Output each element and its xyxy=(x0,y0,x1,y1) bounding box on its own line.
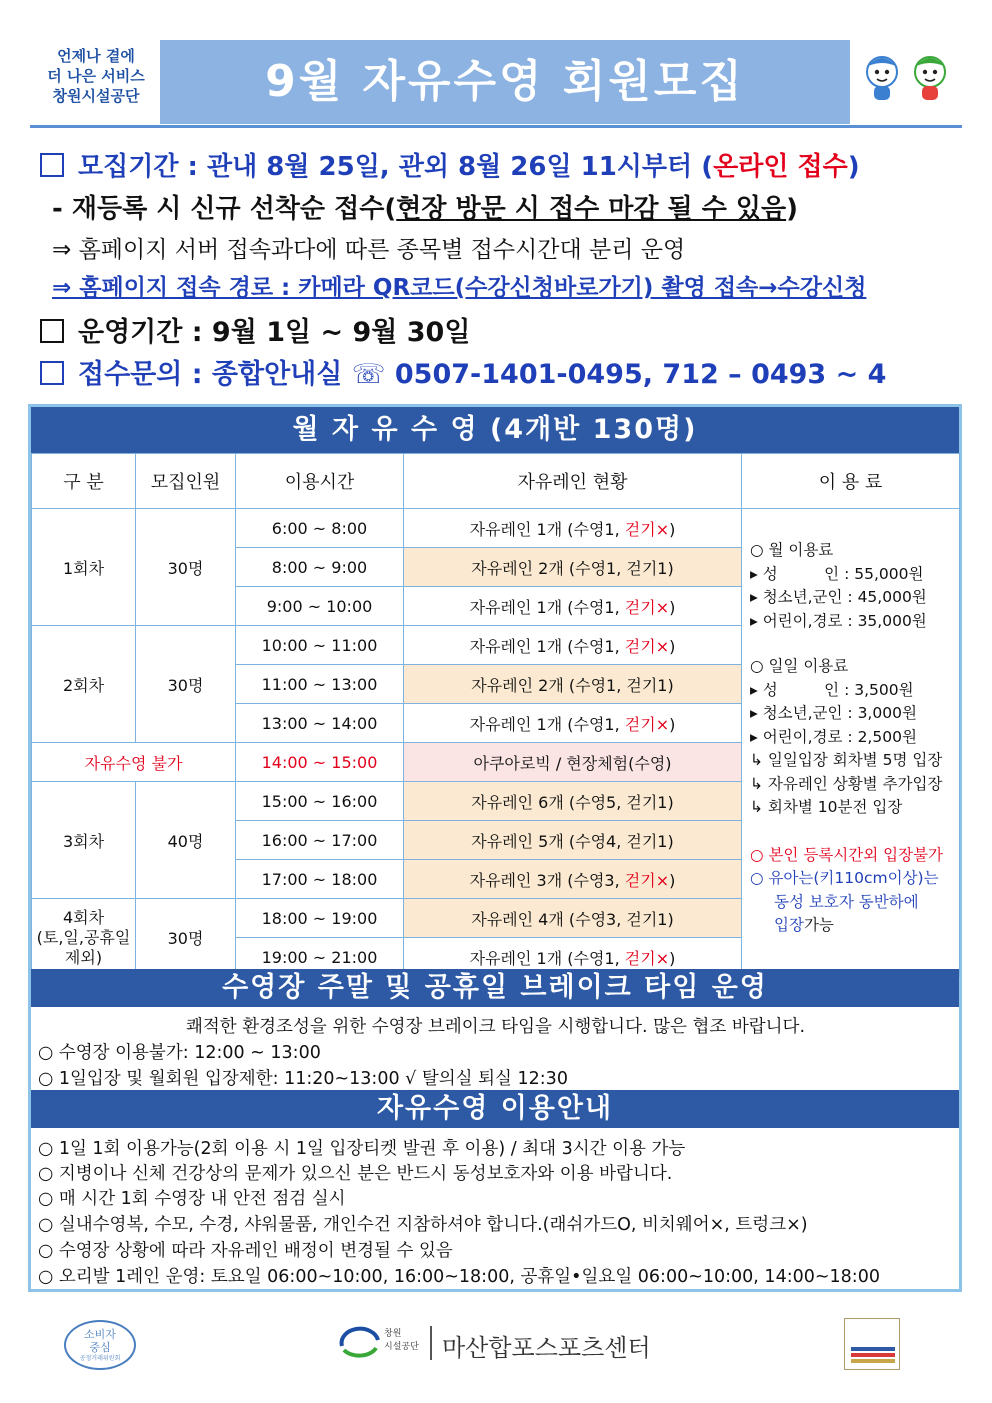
group-count: 30명 xyxy=(136,899,236,977)
table-row xyxy=(32,509,960,548)
header-divider xyxy=(30,125,962,128)
guide-item: ○ 지병이나 신체 건강상의 문제가 있으신 분은 반드시 동성보호자와 이용 바랍니다. xyxy=(38,1164,673,1184)
group-count: 30명 xyxy=(136,509,236,626)
certification-icon xyxy=(844,1318,902,1372)
table-header-row xyxy=(32,454,960,509)
lane-cell: 자유레인 5개 (수영4, 걷기1) xyxy=(404,821,742,860)
recruit-period-end: ) xyxy=(847,152,860,182)
checkbox-icon xyxy=(40,153,64,177)
fee-daily-title: ○ 일일 이용료 xyxy=(750,657,849,675)
time-cell: 13:00 ~ 14:00 xyxy=(236,704,404,743)
badge-small: 공정거래위원회 xyxy=(79,1355,121,1362)
fee-item: ▸ 성 인 : 3,500원 xyxy=(750,680,914,699)
org-small-2: 시설공단 xyxy=(384,1342,419,1352)
lane-cell: 자유레인 2개 (수영1, 걷기1) xyxy=(404,665,742,704)
org-logo-icon xyxy=(338,1326,382,1360)
guide-item: ○ 실내수영복, 수모, 수경, 샤워물품, 개인수건 지참하셔야 합니다.(래쉬가드O, 비치웨어×, 트렁크×) xyxy=(38,1215,808,1235)
time-cell: 16:00 ~ 17:00 xyxy=(236,821,404,860)
online-notice: 온라인 접수 xyxy=(713,152,848,182)
operation-period-text: 운영기간 : 9월 1일 ~ 9월 30일 xyxy=(78,317,471,348)
time-cell: 6:00 ~ 8:00 xyxy=(236,509,404,548)
lane-cell: 자유레인 2개 (수영1, 걷기1) xyxy=(404,548,742,587)
time-cell: 11:00 ~ 13:00 xyxy=(236,665,404,704)
checkbox-icon xyxy=(40,361,64,385)
group-name: 2회차 xyxy=(32,626,136,743)
inquiry-text: 접수문의 : 종합안내실 ☏ 0507-1401-0495, 712 – 0493 ~ 4 xyxy=(78,359,887,390)
time-cell: 19:00 ~ 21:00 xyxy=(236,938,404,977)
time-cell: 17:00 ~ 18:00 xyxy=(236,860,404,899)
time-cell: 8:00 ~ 9:00 xyxy=(236,548,404,587)
lane-cell: 자유레인 1개 (수영1, 걷기×) xyxy=(404,509,742,548)
guide-item: ○ 매 시간 1회 수영장 내 안전 점검 실시 xyxy=(38,1189,346,1209)
badge-top: 소비자 xyxy=(84,1328,116,1341)
lane-cell: 아쿠아로빅 / 현장체험(수영) xyxy=(404,743,742,782)
fee-note-child: ○ 유아는(키110cm이상)는 xyxy=(750,869,939,887)
operation-period xyxy=(40,310,960,349)
guide-item: ○ 1일 1회 이용가능(2회 이용 시 1일 입장티켓 발권 후 이용) / 최대 3시간 이용 가능 xyxy=(38,1139,686,1159)
break-title: 수영장 주말 및 공휴일 브레이크 타임 운영 xyxy=(31,969,959,1007)
time-cell: 9:00 ~ 10:00 xyxy=(236,587,404,626)
recruit-period xyxy=(40,146,960,183)
fee-item: ▸ 청소년,군인 : 3,000원 xyxy=(750,704,917,722)
guide-item: ○ 오리발 1레인 운영: 토요일 06:00~10:00, 16:00~18:00, 공휴일•일요일 06:00~10:00, 14:00~18:00 xyxy=(38,1267,880,1287)
time-cell: 15:00 ~ 16:00 xyxy=(236,782,404,821)
consumer-badge-icon xyxy=(64,1320,138,1370)
group-name: 1회차 xyxy=(32,509,136,626)
fee-cell xyxy=(742,509,960,977)
lane-cell: 자유레인 1개 (수영1, 걷기×) xyxy=(404,704,742,743)
fee-item: ▸ 어린이,경로 : 2,500원 xyxy=(750,727,917,746)
recruit-period-text: 모집기간 : 관내 8월 25일, 관외 8월 26일 11시부터 ( xyxy=(78,152,714,182)
fee-item: ▸ 어린이,경로 : 35,000원 xyxy=(750,611,927,630)
slogan-line-1: 언제나 곁에 xyxy=(57,47,135,65)
group-name: 자유수영 불가 xyxy=(32,743,236,782)
table-title: 월 자 유 수 영 (4개반 130명) xyxy=(31,407,959,453)
col-header: 모집인원 xyxy=(136,454,236,509)
time-cell: 10:00 ~ 11:00 xyxy=(236,626,404,665)
slogan-line-3: 창원시설공단 xyxy=(52,87,140,105)
guide-item: ○ 수영장 상황에 따라 자유레인 배정이 변경될 수 있음 xyxy=(38,1241,453,1261)
server-note: ⇒ 홈페이지 서버 접속과다에 따른 종목별 접수시간대 분리 운영 xyxy=(52,237,686,263)
time-cell: 18:00 ~ 19:00 xyxy=(236,899,404,938)
group-name: 4회차 (토,일,공휴일 제외) xyxy=(32,899,136,977)
fee-note-entry: ○ 본인 등록시간외 입장불가 xyxy=(750,845,944,864)
title-banner xyxy=(160,40,850,124)
mascot-icon xyxy=(858,52,958,104)
slogan-line-2: 더 나은 서비스 xyxy=(47,67,145,85)
reregister-underline: 현장 방문 시 접수 마감 될 수 있음 xyxy=(396,194,787,224)
break-intro: 쾌적한 환경조성을 위한 수영장 브레이크 타임을 시행합니다. 많은 협조 바랍니다. xyxy=(185,1017,806,1037)
fee-note: ↳ 자유레인 상황별 추가입장 xyxy=(750,774,943,793)
time-cell: 14:00 ~ 15:00 xyxy=(236,743,404,782)
lane-cell: 자유레인 1개 (수영1, 걷기×) xyxy=(404,587,742,626)
col-header: 자유레인 현황 xyxy=(404,454,742,509)
access-route: ⇒ 홈페이지 접속 경로 : 카메라 QR코드(수강신청바로가기) 촬영 접속→수강신청 xyxy=(52,275,867,301)
lane-cell: 자유레인 1개 (수영1, 걷기×) xyxy=(404,626,742,665)
fee-note: ↳ 회차별 10분전 입장 xyxy=(750,798,903,816)
lane-cell: 자유레인 4개 (수영3, 걷기1) xyxy=(404,899,742,938)
badge-bottom: 중심 xyxy=(89,1341,111,1354)
center-name: 마산합포스포츠센터 xyxy=(442,1334,651,1362)
fee-item: ▸ 청소년,군인 : 45,000원 xyxy=(750,588,927,606)
reregister-text: - 재등록 시 신규 선착순 접수( xyxy=(52,194,397,224)
org-small-1: 창원 xyxy=(384,1329,402,1339)
checkbox-icon xyxy=(40,319,64,343)
lane-cell: 자유레인 1개 (수영1, 걷기×) xyxy=(404,938,742,977)
lane-cell: 자유레인 3개 (수영3, 걷기×) xyxy=(404,860,742,899)
group-count: 40명 xyxy=(136,782,236,899)
break-item: ○ 수영장 이용불가: 12:00 ~ 13:00 xyxy=(38,1043,321,1063)
fee-note-child: 동성 보호자 동반하에 xyxy=(774,892,919,911)
reregister-note xyxy=(52,188,972,225)
fee-monthly-title: ○ 월 이용료 xyxy=(750,541,834,559)
guide-title: 자유수영 이용안내 xyxy=(31,1090,959,1128)
slogan xyxy=(40,46,152,106)
schedule-table xyxy=(31,453,960,977)
fee-note: ↳ 일일입장 회차별 5명 입장 xyxy=(750,751,943,769)
fee-note-child: 입장가능 xyxy=(774,916,834,934)
col-header: 구 분 xyxy=(32,454,136,509)
group-count: 30명 xyxy=(136,626,236,743)
page-title: 9월 자유수영 회원모집 xyxy=(265,56,745,107)
break-item: ○ 1일입장 및 월회원 입장제한: 11:20~13:00 √ 탈의실 퇴실 12:30 xyxy=(38,1069,568,1089)
inquiry xyxy=(40,352,960,391)
fee-item: ▸ 성 인 : 55,000원 xyxy=(750,564,924,583)
org-logo xyxy=(338,1322,651,1364)
lane-cell: 자유레인 6개 (수영5, 걷기1) xyxy=(404,782,742,821)
col-header: 이 용 료 xyxy=(742,454,960,509)
reregister-end: ) xyxy=(786,194,798,224)
col-header: 이용시간 xyxy=(236,454,404,509)
group-name: 3회차 xyxy=(32,782,136,899)
